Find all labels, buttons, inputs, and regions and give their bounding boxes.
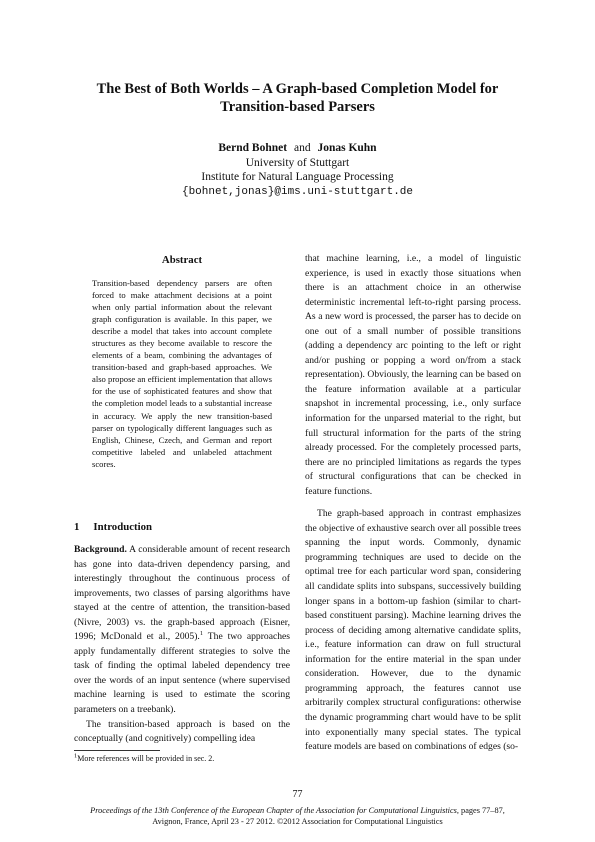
footer-copyright: ©2012 Association for Computational Linguistics bbox=[274, 816, 443, 826]
right-paragraph-2: The graph-based approach in contrast emphasizes the objective of exhaustive search over all possible trees spanning the input words. Commonly, dynamic programming techniques are used to decide on the optimal tree for each particular word span, considering all candidate splits into subspans, successively building longer spans in a bottom-up fashion (similar to chart-based constituent parsing). Machine learning drives the process of deciding among alternative candidate splits, i.e., feature information can draw on full structural information for the entire material in the span under consideration. However, due to the dynamic programming approach, the features cannot use arbitrarily complex structural configurations: otherwise the dynamic programming chart would have to be split into exponentially many special states. The typical feature models are based on combinations of edges (so- bbox=[305, 508, 521, 753]
author-email: {bohnet,jonas}@ims.uni-stuttgart.de bbox=[181, 185, 414, 198]
footer-venue: Avignon, France, April 23 - 27 2012. bbox=[152, 816, 275, 826]
intro-paragraph-2: The transition-based approach is based on the conceptually (and cognitively) compelling idea bbox=[74, 718, 290, 745]
author-block bbox=[40, 141, 555, 199]
paragraph-lead-background: Background. bbox=[74, 544, 127, 555]
right-paragraph-1: that machine learning, i.e., a model of linguistic experience, is used in exactly those situations when there is an attachment choice in an otherwise deterministic incremental left-to-right parsing process. As a new word is processed, the parser has to decide on one out of a small number of possible transitions (adding a dependency arc pointing to the left or right and/or pushing or popping a word on/from a stack representation). Obviously, the learning can be based on the feature information available at a particular snapshot in incremental processing, i.e., only surface information for the unparsed material to the right, but full structural information for the parts of the string already processed. For the completely processed parts, there are no principled limitations as regards the types of structural configurations that can be checked in feature functions. bbox=[305, 253, 521, 497]
affiliation-institute: Institute for Natural Language Processing bbox=[201, 171, 394, 183]
author-2: Jonas Kuhn bbox=[317, 142, 377, 154]
introduction-body bbox=[74, 543, 290, 747]
abstract-text: Transition-based dependency parsers are often forced to make attachment decisions at a point when only partial information about the relevant graph configuration is available. In this paper, we describe a model that takes into account complete structures as they become available to rescore the elements of a beam, combining the advantages of transition-based and graph-based approaches. We also propose an efficient implementation that allows for the use of sophisticated features and show that the completion model leads to a substantial increase in accuracy. We apply the new transition-based parser on typologically different languages such as English, Chinese, Czech, and German and report competitive labeled and unlabeled attachment scores. bbox=[92, 278, 272, 469]
footer-line-1 bbox=[40, 806, 555, 817]
section-heading-introduction bbox=[74, 521, 152, 533]
author-1: Bernd Bohnet bbox=[218, 142, 288, 154]
paper-title bbox=[40, 80, 555, 116]
footnote-number: 1 bbox=[74, 752, 78, 760]
right-column-body bbox=[305, 252, 521, 755]
footnote bbox=[74, 754, 290, 763]
footnote-text: More references will be provided in sec. 2. bbox=[77, 754, 215, 763]
intro-paragraph-1-text: A considerable amount of recent research has gone into data-driven dependency parsing, and interestingly throughout the continuous process of improvements, two classes of parsing algorithms have stayed at the centre of attention, the transition-based (Nivre, 2003) vs. the graph-based approach (Eisner, 1996; McDonald et al., 2005). bbox=[74, 544, 290, 643]
footer-pages: , pages 77–87, bbox=[456, 806, 505, 815]
title-line-1: The Best of Both Worlds – A Graph-based Completion Model for bbox=[96, 81, 499, 97]
page-number: 77 bbox=[292, 789, 303, 800]
footnote-rule bbox=[74, 750, 160, 751]
title-line-2: Transition-based Parsers bbox=[220, 99, 375, 115]
footer-proceedings: Proceedings of the 13th Conference of the European Chapter of the Association for Computational Linguistics bbox=[90, 806, 457, 815]
footnote-marker: 1 bbox=[199, 630, 204, 638]
intro-paragraph-1-text-cont: The two approaches apply fundamentally different strategies to solve the task of finding the optimal labeled dependency tree over the words of an input sentence (where supervised machine learning is used to estimate the scoring parameters on a treebank). bbox=[74, 631, 290, 716]
intro-paragraph-1 bbox=[74, 543, 290, 718]
section-number: 1 bbox=[74, 521, 80, 533]
section-title: Introduction bbox=[93, 521, 153, 533]
abstract-heading: Abstract bbox=[161, 254, 203, 266]
affiliation-university: University of Stuttgart bbox=[245, 156, 350, 169]
author-names bbox=[40, 141, 555, 156]
proceedings-footer bbox=[40, 806, 555, 827]
footer-line-2 bbox=[40, 817, 555, 828]
author-conjunction: and bbox=[293, 142, 311, 154]
